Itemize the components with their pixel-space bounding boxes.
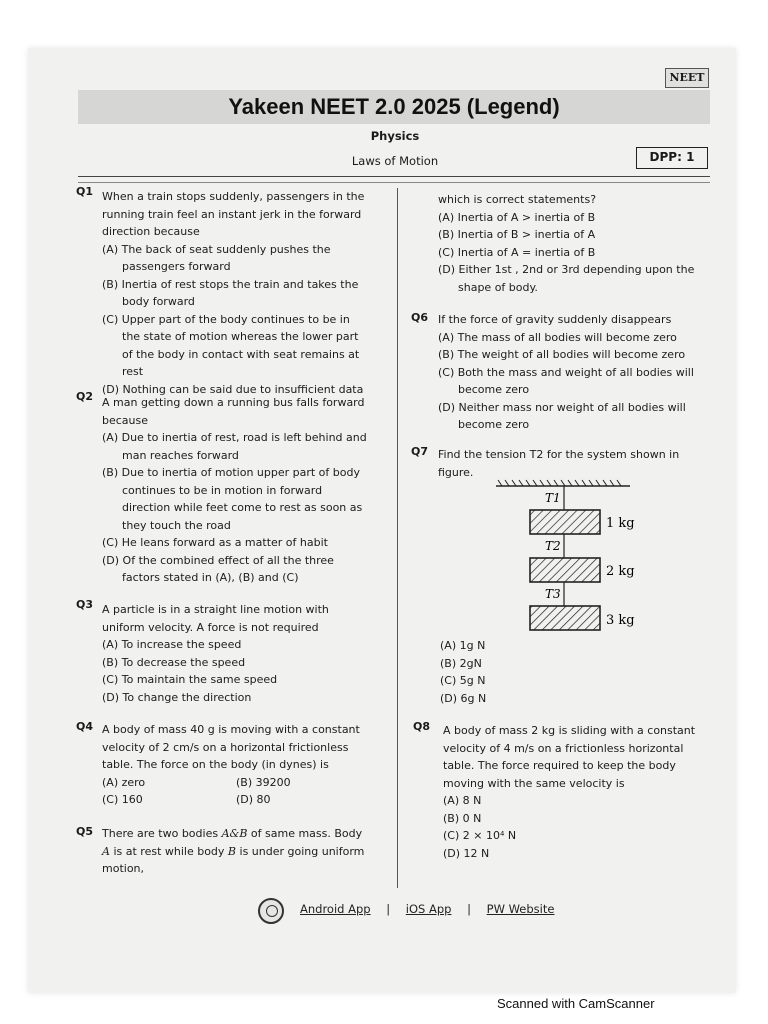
link-separator: | [467,902,471,916]
page-title: Yakeen NEET 2.0 2025 (Legend) [228,94,560,119]
option-b: (B) Due to inertia of motion upper part of body continues to be in motion in forward direction while feet come to rest as soon as they touch the road [102,466,363,532]
option-c: (C) He leans forward as a matter of habit [102,536,328,549]
question-number: Q5 [76,825,94,838]
block-3kg [530,606,600,630]
question-1 [102,188,370,398]
question-number: Q4 [76,720,94,733]
option-a: (A) The mass of all bodies will become zero [438,330,677,344]
physics-wallah-logo [258,898,284,924]
question-stem: A body of mass 2 kg is sliding with a constant velocity of 4 m/s on a frictionless horizontal table. The force required to keep the body moving with the same velocity is [443,724,696,790]
question-7-options [440,637,710,707]
option-a: (A) 1g N [440,639,486,652]
options-grid [102,791,370,809]
chapter-label: Laws of Motion [351,154,439,168]
option-a: (A) The back of seat suddenly pushes the passengers forward [102,242,331,273]
stem-text: is at rest while body [109,844,228,858]
option-d: (D) Neither mass nor weight of all bodies will become zero [438,400,686,431]
tension-label-t1: T1 [545,491,561,505]
option-c: (C) Both the mass and weight of all bodies will become zero [438,365,694,396]
question-stem [102,825,370,878]
question-number: Q3 [76,598,94,611]
option-b: (B) 0 N [443,811,482,825]
pw-website-link[interactable]: PW Website [486,902,555,916]
option-a: (A) Inertia of A > inertia of B [438,210,596,224]
option-a: (A) Due to inertia of rest, road is left behind and man reaches forward [102,431,367,462]
question-2 [102,394,370,587]
tension-label-t2: T2 [545,539,561,553]
option-b: (B) 39200 [236,775,291,789]
dpp-badge: DPP: 1 [636,147,708,169]
option-a: (A) zero [102,775,146,789]
math-symbol: A [102,844,110,858]
ios-app-link[interactable]: iOS App [405,902,452,916]
question-stem: A man getting down a running bus falls forward because [102,396,365,427]
link-separator: | [386,902,391,916]
option-d: (D) To change the direction [102,690,252,704]
option-a: (A) To increase the speed [102,638,242,651]
mass-label-2kg: 2 kg [606,564,635,579]
mass-label-1kg: 1 kg [606,516,635,531]
question-stem: A particle is in a straight line motion with uniform velocity. A force is not required [102,603,329,634]
question-7 [438,446,708,481]
option-b: (B) 2gN [440,656,482,670]
question-5 [102,825,370,878]
option-c: (C) 5g N [440,674,486,687]
stem-text: of same mass. Body [247,827,363,840]
option-d: (D) Of the combined effect of all the three factors stated in (A), (B) and (C) [102,553,334,584]
header-divider-secondary [78,182,710,183]
option-d: (D) Nothing can be said due to insufficient data [102,382,364,396]
android-app-link[interactable]: Android App [300,902,371,916]
ceiling-support [496,480,630,486]
question-5-continued [438,191,708,296]
stem-text: There are two bodies [102,827,222,840]
question-stem: When a train stops suddenly, passengers in the running train feel an instant jerk in the forward direction because [102,190,365,238]
question-number: Q7 [411,445,429,458]
option-d: (D) 12 N [443,846,490,860]
option-c: (C) To maintain the same speed [102,673,278,686]
option-b: (B) The weight of all bodies will become zero [438,348,686,361]
question-stem: Find the tension T2 for the system shown in figure. [438,448,680,479]
tension-label-t3: T3 [545,587,561,601]
option-b: (B) Inertia of rest stops the train and takes the body forward [102,277,359,308]
math-symbol: B [227,844,237,858]
pulley-block-figure [490,478,650,638]
question-stem: which is correct statements? [438,193,597,206]
header-divider [78,176,710,177]
option-d: (D) 80 [236,793,271,806]
math-symbol: A&B [221,827,248,840]
option-b: (B) To decrease the speed [102,655,246,669]
options-grid [102,774,370,792]
option-c: (C) 2 × 10⁴ N [443,829,517,842]
exam-tag: NEET [665,68,709,88]
stem-text: is under going uniform motion, [102,844,365,875]
question-stem: If the force of gravity suddenly disappears [438,313,672,326]
question-8 [443,722,713,862]
column-divider [397,188,398,888]
option-a: (A) 8 N [443,794,482,807]
question-number: Q6 [411,311,429,324]
question-stem: A body of mass 40 g is moving with a constant velocity of 2 cm/s on a horizontal frictionless table. The force on the body (in dynes) is [102,723,360,771]
question-3 [102,601,370,706]
option-c: (C) Inertia of A = inertia of B [438,245,596,259]
subject-label: Physics [370,129,420,143]
option-c: (C) Upper part of the body continues to be in the state of motion whereas the lower part of the body in contact with seat remains at rest [102,312,360,378]
option-d: (D) Either 1st , 2nd or 3rd depending upon the shape of body. [438,263,695,294]
question-number: Q1 [76,185,94,198]
mass-label-3kg: 3 kg [606,613,635,628]
block-2kg [530,558,600,582]
option-b: (B) Inertia of B > inertia of A [438,228,596,241]
option-c: (C) 160 [102,793,143,806]
footer-links [300,902,554,916]
scanner-watermark: Scanned with CamScanner [497,996,655,1011]
option-d: (D) 6g N [440,691,487,705]
question-number: Q8 [413,720,431,733]
question-4 [102,721,370,809]
block-1kg [530,510,600,534]
question-number: Q2 [76,390,94,403]
question-6 [438,311,708,434]
